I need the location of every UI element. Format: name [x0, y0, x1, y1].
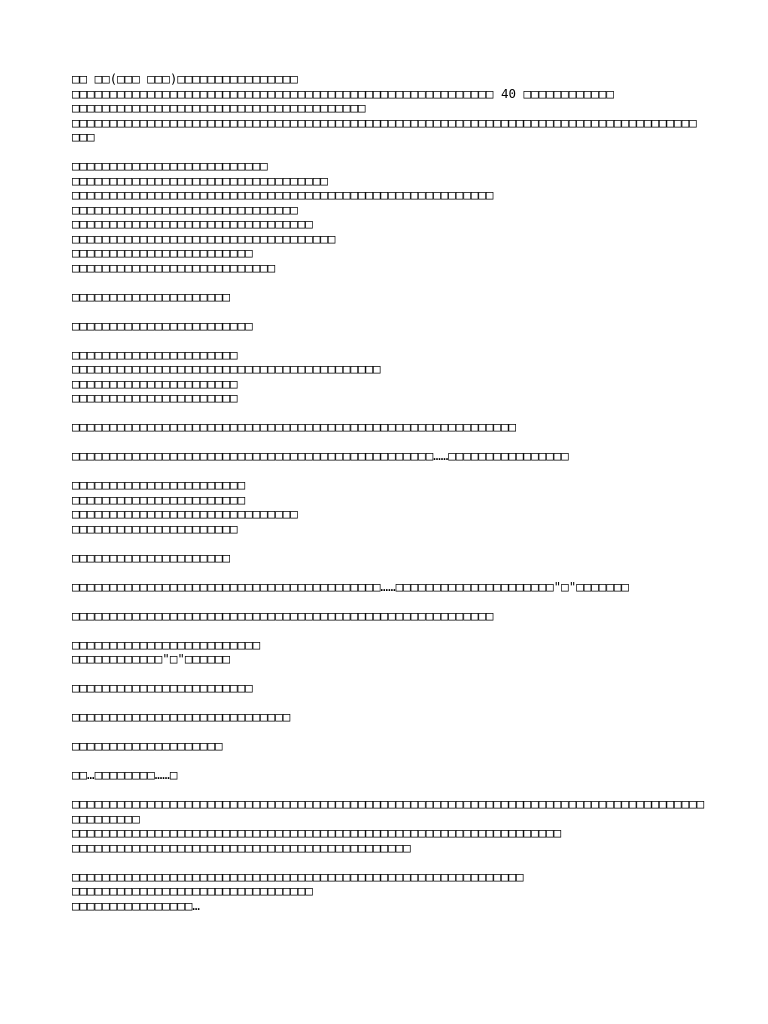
text-line: □□□□□□□□□□□□□□□□□□□□□□□□□□□□□□□□□□	[72, 172, 328, 188]
text-line: □□□□□□□□□□□□□□□□□□□□□□□□□□□□□□□□	[72, 883, 313, 898]
text-line: □□□□□□□□□	[72, 810, 140, 826]
text-line: □□□□□□□□□□□□□□□□□□□□□□□□	[72, 317, 253, 333]
blank-line	[72, 536, 708, 551]
blank-line	[72, 754, 708, 769]
text-line: □□□	[72, 129, 95, 144]
text-line: □□□□□□□□□□□□□□□□□□□□□□□□	[72, 245, 253, 260]
text-line: □□□□□□□□□□□□□□□□□□□□□□□□□□□□□□□□□□□□□□□□□□□□□□□□□□□□□□□□□□□□□□□□□□□□□□□□□□□□□□□□□□□	[72, 114, 697, 130]
text-line: □□□□□□□□□□□□□□□□□□□□□□□□□□□□□□□□□□□□□□□□□□□□□□□□□□□□□□□□ 40 □□□□□□□□□□□□	[72, 85, 614, 101]
text-line: □□□□□□□□□□□□□□□□□□□□□□□□□	[72, 636, 261, 652]
text-line: □□□□□□□□□□□□□□□□□□□□□□□□□□□□□□□□□□□□□□□□□□□□□□□□□□□□□□□□□□□□□□□□□	[72, 825, 562, 840]
blank-line	[72, 406, 708, 421]
text-line: □□□□□□□□□□□□□□□□□□□□□□□□□□	[72, 158, 268, 173]
blank-line	[72, 783, 708, 798]
blank-line	[72, 855, 708, 870]
text-line: □□□□□□□□□□□□□□□□□□□□□□□□□□□□□□□□□□□□□□□□□□□□□	[72, 839, 411, 855]
text-line: □□□□□□□□□□□□□□□□□□□□□□	[72, 520, 238, 536]
text-line: □□□□□□□□□□□□□□□□□□□□□□□	[72, 491, 246, 507]
text-line: □□□□□□□□□□□□□□□□□□□□	[72, 738, 223, 753]
blank-line	[72, 667, 708, 682]
text-line: □□□□□□□□□□□□□□□□…	[72, 897, 200, 913]
text-line: □□…□□□□□□□□……□	[72, 767, 178, 782]
text-line: □□□□□□□□□□□□□□□□□□□□□	[72, 549, 231, 565]
text-line: □□□□□□□□□□□□"□"□□□□□□	[72, 651, 231, 666]
text-line: □□□□□□□□□□□□□□□□□□□□□□□□□□□□□□□□□□□□□□□□□□□□□□□□□□□□□□□□	[72, 607, 494, 623]
blank-line	[72, 623, 708, 638]
text-line: □□□□□□□□□□□□□□□□□□□□□□	[72, 390, 238, 405]
text-line: □□□□□□□□□□□□□□□□□□□□□□□□□□□□□□□□□□□□□□□□□	[72, 361, 381, 376]
blank-line	[72, 275, 708, 290]
text-line: □□□□□□□□□□□□□□□□□□□□□□□	[72, 477, 246, 492]
text-line: □□□□□□□□□□□□□□□□□□□□□□□□□□□□□□□□□□□□□□□□□□□□□□□□□□□□□□□□□□□□	[72, 868, 524, 884]
blank-line	[72, 464, 708, 479]
text-line: □□□□□□□□□□□□□□□□□□□□□□□□□□□	[72, 259, 276, 275]
blank-line	[72, 696, 708, 711]
blank-line	[72, 565, 708, 580]
text-line: □□□□□□□□□□□□□□□□□□□□□□□□□□□□□□□□□□□□□□□□□□□□□□□□□□□□□□□□□□□□□□□□□□□□□□□□□□□□□□□□□□□□	[72, 796, 705, 811]
text-line: □□□□□□□□□□□□□□□□□□□□□□□□□□□□□□□□□□□□□□□□□□□□□□□□□□□□□□□□□□□	[72, 419, 517, 434]
text-line: □□□□□□□□□□□□□□□□□□□□□□□□□□□□□□	[72, 201, 298, 217]
blank-line	[72, 725, 708, 740]
text-line: □□□□□□□□□□□□□□□□□□□□□□□□□□□□□□□□□□□□□□□	[72, 100, 366, 115]
blank-line	[72, 594, 708, 609]
text-line: □□ □□(□□□ □□□)□□□□□□□□□□□□□□□□	[72, 71, 298, 86]
text-line: □□□□□□□□□□□□□□□□□□□□□□□□	[72, 680, 253, 695]
text-line: □□□□□□□□□□□□□□□□□□□□□□□□□□□□□□□□□□□	[72, 230, 336, 246]
text-line: □□□□□□□□□□□□□□□□□□□□□□□□□□□□□□□□□□□□□□□□□□□□□□□□……□□□□□□□□□□□□□□□□	[72, 448, 569, 463]
blank-line	[72, 435, 708, 450]
text-line: □□□□□□□□□□□□□□□□□□□□□□□□□□□□□□□□□□□□□□□□□□□□□□□□□□□□□□□□	[72, 187, 494, 202]
text-line: □□□□□□□□□□□□□□□□□□□□□□□□□□□□□	[72, 709, 291, 724]
text-line: □□□□□□□□□□□□□□□□□□□□□□	[72, 346, 238, 362]
blank-line	[72, 145, 708, 160]
text-line: □□□□□□□□□□□□□□□□□□□□□□	[72, 375, 238, 391]
text-line: □□□□□□□□□□□□□□□□□□□□□□□□□□□□□□	[72, 506, 298, 521]
blank-line	[72, 304, 708, 319]
blank-line	[72, 333, 708, 348]
text-line: □□□□□□□□□□□□□□□□□□□□□□□□□□□□□□□□□□□□□□□□□……□□□□□□□□□□□□□□□□□□□□□"□"□□□□□□□	[72, 578, 629, 594]
text-line: □□□□□□□□□□□□□□□□□□□□□□□□□□□□□□□□	[72, 216, 313, 231]
document-body	[72, 72, 708, 913]
text-line: □□□□□□□□□□□□□□□□□□□□□	[72, 288, 231, 304]
